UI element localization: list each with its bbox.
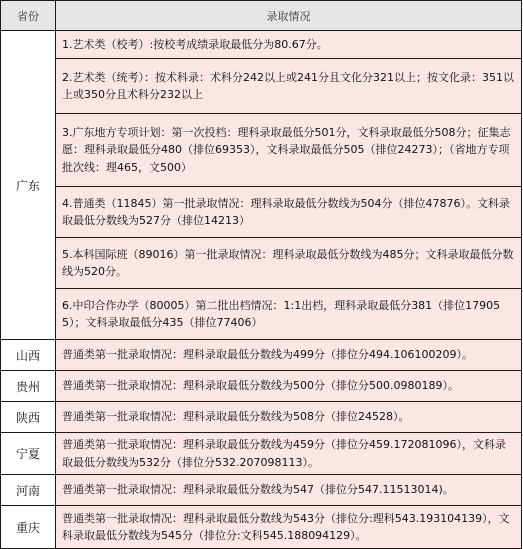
admission-cell: 6.中印合作办学（80005）第二批出档情况：1:1出档，理科录取最低分381（排位179055）；文科录取最低分435（排位77406）	[56, 289, 522, 340]
province-cell: 山西	[1, 340, 56, 371]
province-cell: 河南	[1, 475, 56, 506]
table-row	[1, 371, 522, 402]
table-row	[1, 506, 522, 549]
admission-cell: 普通类第一批录取情况：理科录取最低分数线为499分（排位分494.106100209）。	[56, 340, 522, 371]
admission-cell: 2.艺术类（统考）：按术科录：术科分242以上或241分且文化分321以上；按文化录：351以上或350分且术科分232以上	[56, 59, 522, 114]
header-province: 省份	[1, 1, 56, 31]
table-row	[1, 340, 522, 371]
admission-cell: 普通类第一批录取情况：理科录取最低分数线为543分（排位分:理科543.193104139），文科录取最低分数线为545分（排位分:文科545.188094129）。	[56, 506, 522, 549]
admission-cell: 普通类第一批录取情况：理科录取最低分数线为547（排位分547.11513014)。	[56, 475, 522, 506]
admission-cell: 普通类第一批录取情况：理科录取最低分数线为500分（排位分500.0980189）。	[56, 371, 522, 402]
admission-cell: 4.普通类（11845）第一批录取情况：理科录取最低分数线为504分（排位47876）。文科录取最低分数线为527分（排位14213）	[56, 187, 522, 238]
table-row	[1, 289, 522, 340]
province-cell: 贵州	[1, 371, 56, 402]
table-header-row	[1, 1, 522, 31]
admission-cell: 普通类第一批录取情况：理科录取最低分数线为459分（排位分459.172081096），文科录取最低分数线为532分（排位分532.207098113）。	[56, 433, 522, 475]
table-row	[1, 433, 522, 475]
table-row	[1, 402, 522, 433]
province-cell: 广东	[1, 31, 56, 340]
table-row	[1, 59, 522, 114]
header-admission: 录取情况	[56, 1, 522, 31]
table-row	[1, 114, 522, 187]
table-row	[1, 187, 522, 238]
admission-cell: 1.艺术类（校考）:按校考成绩录取最低分为80.67分。	[56, 31, 522, 59]
province-cell: 陕西	[1, 402, 56, 433]
admission-cell: 普通类第一批录取情况：理科录取最低分数线为508分（排位24528）。	[56, 402, 522, 433]
province-cell: 宁夏	[1, 433, 56, 475]
table-row	[1, 238, 522, 289]
table-row	[1, 475, 522, 506]
province-cell: 重庆	[1, 506, 56, 549]
admission-cell: 3.广东地方专项计划：第一次投档：理科录取最低分501分，文科录取最低分508分；征集志愿：理科录取最低分480（排位69353），文科录取最低分505（排位24273）；（省地方专项批次线：理465，文500）	[56, 114, 522, 187]
table-row	[1, 31, 522, 59]
admission-cell: 5.本科国际班（89016）第一批录取情况：理科录取最低分数线为485分；文科录取最低分数线为520分。	[56, 238, 522, 289]
